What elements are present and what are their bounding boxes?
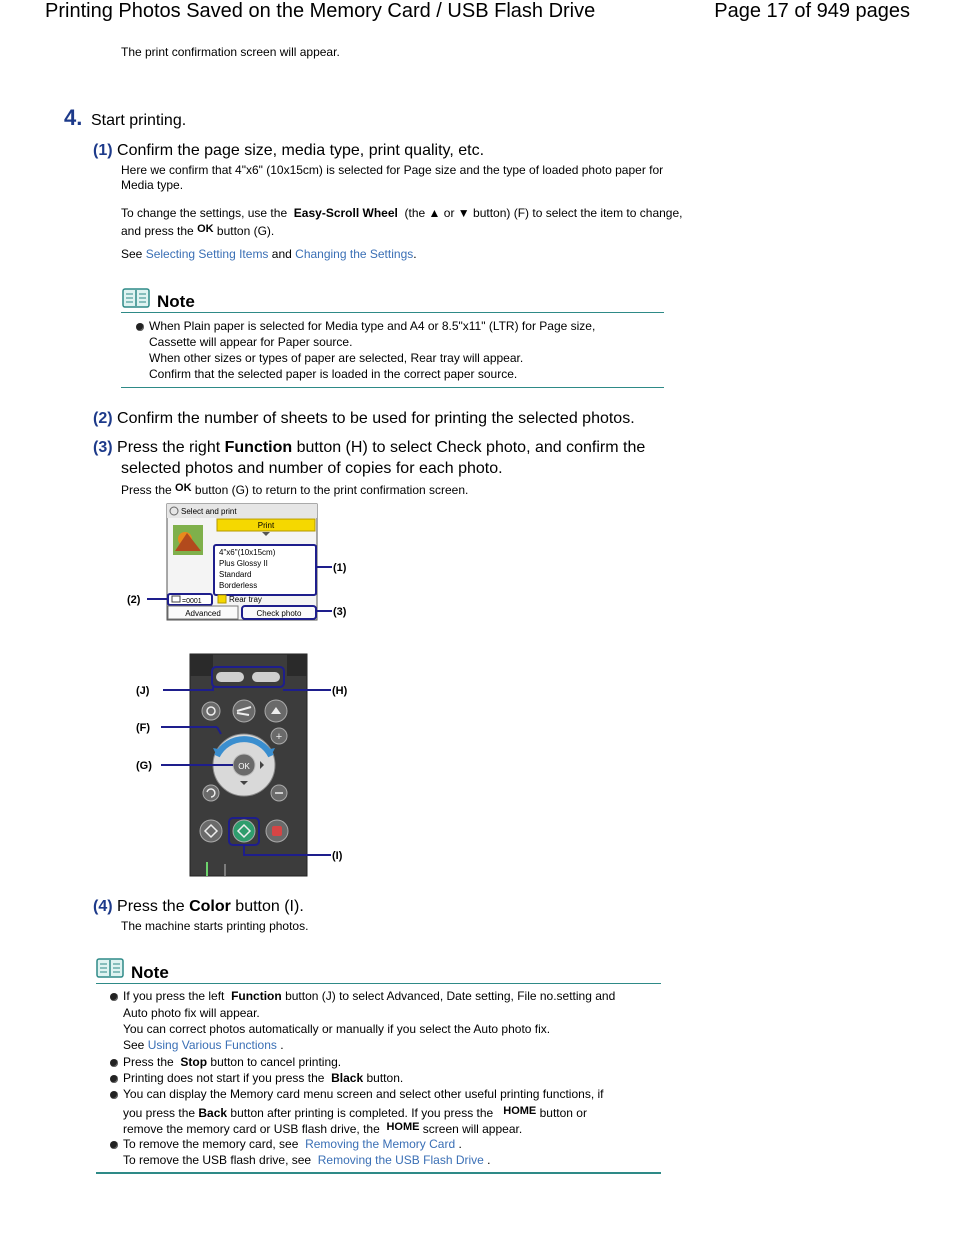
text: button or [539, 1106, 587, 1120]
link-removing-memory-card[interactable]: Removing the Memory Card [305, 1137, 456, 1151]
back-icon [203, 785, 219, 801]
wheel-label: Easy-Scroll Wheel [293, 206, 398, 220]
screen-check-photo: Check photo [256, 609, 302, 618]
text: button (J) to select Advanced, Date setting, File no.setting and [285, 989, 616, 1003]
text: Press the right [117, 439, 221, 456]
substep-2-title: Confirm the number of sheets to be used for printing the selected photos. [117, 410, 635, 427]
bullet-icon [110, 1141, 118, 1149]
note-line: Confirm that the selected paper is loaded in the correct paper source. [149, 367, 518, 381]
note-divider [121, 387, 664, 388]
ok-label: OK [175, 482, 192, 494]
screen-border: Borderless [219, 581, 258, 590]
text: . [487, 1153, 491, 1167]
screen-advanced: Advanced [185, 609, 221, 618]
note-divider [96, 983, 661, 984]
screen-quality: Standard [219, 570, 252, 579]
note-line: When other sizes or types of paper are selected, Rear tray will appear. [149, 351, 524, 365]
text: or [443, 206, 455, 220]
text: If you press the left [123, 989, 225, 1003]
text: button (G) to return to the print confirmation screen. [194, 483, 469, 497]
text: . [413, 247, 417, 261]
note-item [110, 1054, 341, 1070]
bullet-icon [110, 1059, 118, 1067]
substep-1-desc2: Media type. [121, 178, 184, 192]
text: To remove the memory card, see [123, 1137, 299, 1151]
text: button to cancel printing. [210, 1055, 342, 1069]
text: (the [404, 206, 426, 220]
callout-f: (F) [136, 722, 151, 734]
callout-h: (H) [332, 685, 348, 697]
screen-copies: =0001 [182, 598, 202, 605]
black-button-icon [200, 820, 222, 842]
bullet-icon [136, 323, 144, 331]
text: button (I). [235, 898, 304, 915]
substep-3-desc [121, 480, 468, 498]
note-line [123, 1119, 522, 1137]
function-label: Function [224, 439, 293, 456]
callout-g: (G) [136, 760, 152, 772]
change-settings-line2 [121, 221, 274, 239]
text: screen will appear. [422, 1122, 523, 1136]
substep-1-desc1: Here we confirm that 4"x6" (10x15cm) is selected for Page size and the type of loaded photo paper for [121, 163, 664, 177]
note-book-icon [122, 287, 150, 309]
text: . [280, 1038, 284, 1052]
screen-header: Select and print [181, 507, 237, 516]
back-label: Back [198, 1106, 228, 1120]
photo-thumbnail-icon [173, 525, 203, 555]
screen-media-type: Plus Glossy II [219, 559, 268, 568]
rear-tray-icon [218, 595, 226, 603]
note-line: You can correct photos automatically or manually if you select the Auto photo fix. [123, 1022, 551, 1036]
callout-j: (J) [136, 685, 150, 697]
text: You can display the Memory card menu screen and select other useful printing functions, if [123, 1087, 604, 1101]
note-item [110, 988, 615, 1004]
callout-3: (3) [333, 606, 347, 618]
text: Press the [123, 1055, 174, 1069]
link-using-various-functions[interactable]: Using Various Functions [147, 1038, 277, 1052]
substep-2 [93, 410, 635, 428]
function-label: Function [231, 989, 282, 1003]
text: button (G). [216, 224, 275, 238]
step-number: 4. [64, 105, 83, 130]
lcd-screen-illustration [125, 503, 357, 625]
page-title: Printing Photos Saved on the Memory Card / USB Flash Drive [45, 0, 596, 22]
change-settings-line [121, 205, 682, 221]
screen-paper-source: Rear tray [229, 595, 262, 604]
stop-label: Stop [180, 1055, 208, 1069]
screen-page-size: 4"x6"(10x15cm) [219, 548, 276, 557]
substep-3-line2: selected photos and number of copies for each photo. [121, 460, 503, 477]
ok-label: OK [197, 223, 214, 235]
note-line: Auto photo fix will appear. [123, 1006, 260, 1020]
text: and press the [121, 224, 194, 238]
note-divider [121, 312, 664, 313]
svg-text:+: + [275, 731, 283, 743]
bullet-icon [110, 1075, 118, 1083]
page-counter: Page 17 of 949 pages [714, 0, 910, 22]
callout-i: (I) [332, 850, 343, 862]
note-title: Note [131, 963, 169, 982]
operation-panel-illustration [133, 652, 355, 880]
text: To change the settings, use the [121, 206, 288, 220]
note-item [136, 318, 595, 334]
link-changing-the-settings[interactable]: Changing the Settings [295, 247, 414, 261]
color-button-icon [233, 820, 255, 842]
substep-4-label: (4) [93, 898, 113, 915]
settings-icon [233, 700, 255, 722]
note-line [123, 1152, 491, 1168]
up-arrow-icon: ▲ [428, 206, 441, 220]
callout-1: (1) [333, 562, 347, 574]
substep-1-title: Confirm the page size, media type, print quality, etc. [117, 142, 485, 159]
callout-2: (2) [127, 594, 141, 606]
note-line: Cassette will appear for Paper source. [149, 335, 353, 349]
home-label: HOME [503, 1105, 537, 1117]
down-arrow-icon: ▼ [457, 206, 470, 220]
text: When Plain paper is selected for Media type and A4 or 8.5"x11" (LTR) for Page size, [149, 319, 596, 333]
note-title: Note [157, 292, 195, 311]
substep-1 [93, 142, 484, 160]
note-line [123, 1037, 284, 1053]
text: Press the [121, 483, 172, 497]
substep-3-label: (3) [93, 439, 113, 456]
note-item [110, 1086, 604, 1102]
text: button after printing is completed. If you press the [230, 1106, 494, 1120]
right-function-button [252, 672, 280, 682]
power-icon [202, 702, 220, 720]
step-title: Start printing. [91, 112, 187, 129]
substep-4 [93, 898, 304, 916]
text: you press the [123, 1106, 196, 1120]
text: Printing does not start if you press the [123, 1071, 325, 1085]
substep-2-label: (2) [93, 410, 113, 427]
text: Press the [117, 898, 185, 915]
link-selecting-setting-items[interactable]: Selecting Setting Items [145, 247, 269, 261]
substep-3 [93, 439, 645, 457]
text: button. [366, 1071, 404, 1085]
text: See [123, 1038, 145, 1052]
home-label: HOME [386, 1121, 420, 1133]
left-function-button [216, 672, 244, 682]
color-label: Color [189, 898, 231, 915]
text: and [271, 247, 292, 261]
black-label: Black [331, 1071, 364, 1085]
note-item [110, 1136, 462, 1152]
link-removing-usb-flash-drive[interactable]: Removing the USB Flash Drive [317, 1153, 484, 1167]
ok-button-label: OK [238, 762, 250, 771]
bullet-icon [110, 1091, 118, 1099]
bullet-icon [110, 993, 118, 1001]
note-book-icon [96, 957, 124, 979]
text: . [458, 1137, 462, 1151]
text: To remove the USB flash drive, see [123, 1153, 312, 1167]
text: button) (F) to select the item to change, [473, 206, 683, 220]
text: button (H) to select Check photo, and confirm the [296, 439, 646, 456]
note-item [110, 1070, 403, 1086]
intro-text: The print confirmation screen will appear. [121, 45, 340, 59]
note-divider [96, 1172, 661, 1174]
screen-print-button: Print [257, 521, 275, 530]
text: See [121, 247, 143, 261]
substep-4-desc: The machine starts printing photos. [121, 919, 309, 933]
text: remove the memory card or USB flash drive, the [123, 1122, 380, 1136]
see-links [121, 246, 417, 262]
substep-1-label: (1) [93, 142, 113, 159]
